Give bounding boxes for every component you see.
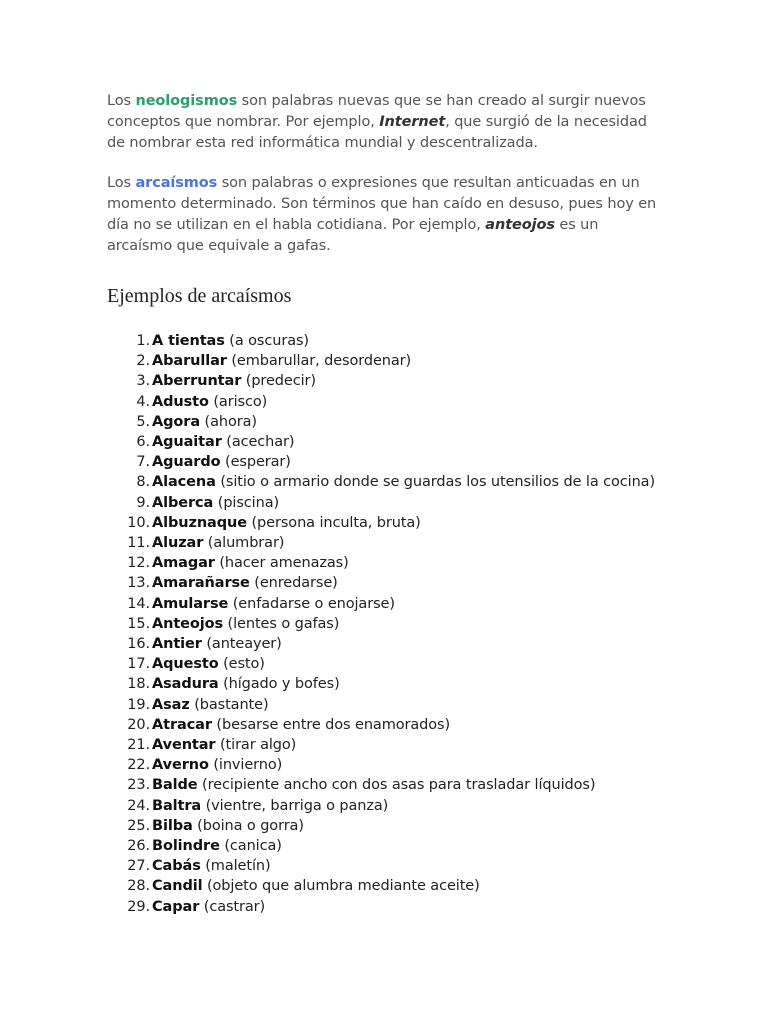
- list-item-term: Amarañarse: [152, 575, 250, 592]
- list-item-definition: (castrar): [199, 898, 266, 915]
- list-item-term: Candil: [152, 878, 203, 895]
- list-item-number: 24.: [127, 797, 150, 814]
- list-item-definition: (esperar): [220, 454, 291, 471]
- list-item: [107, 452, 667, 472]
- list-item-number: 14.: [127, 595, 150, 612]
- document-page: [107, 91, 667, 917]
- paragraph-text: son palabras o expresiones que resultan anticuadas en un momento determinado. Son términos que han caído en desuso, pues hoy en día no se utilizan en el habla cotidiana. Por ejemplo,: [107, 175, 657, 233]
- list-item-term: Asadura: [152, 676, 219, 693]
- list-item: [107, 755, 667, 775]
- list-item-number: 9.: [136, 494, 150, 511]
- list-item-term: Aventar: [152, 737, 216, 754]
- list-item-number: 2.: [136, 353, 150, 370]
- list-item: [107, 674, 667, 694]
- list-item: [107, 573, 667, 593]
- list-item: [107, 796, 667, 816]
- list-item-term: Agora: [152, 413, 200, 430]
- list-item-number: 15.: [127, 615, 150, 632]
- list-item: [107, 876, 667, 896]
- list-item: [107, 412, 667, 432]
- list-item: [107, 472, 667, 492]
- list-item-number: 1.: [136, 333, 150, 349]
- arcaismos-list: [107, 331, 667, 917]
- list-item: [107, 816, 667, 836]
- list-item-term: Baltra: [152, 797, 202, 814]
- list-item-definition: (predecir): [241, 373, 316, 390]
- list-item-number: 27.: [127, 858, 150, 875]
- paragraph-text: son palabras nuevas que se han creado al surgir nuevos conceptos que nombrar. Por ejemplo,: [107, 93, 646, 130]
- list-item-definition: (ahora): [200, 413, 257, 430]
- list-item-term: Alacena: [152, 474, 216, 491]
- list-item-term: Bolindre: [152, 838, 220, 855]
- paragraph-text: Los: [107, 175, 136, 191]
- list-item-number: 22.: [127, 757, 150, 774]
- list-item-definition: (hacer amenazas): [214, 555, 349, 572]
- list-item-number: 26.: [127, 838, 150, 855]
- anteojos-example: anteojos: [485, 217, 555, 233]
- list-item: [107, 553, 667, 573]
- list-item-term: Aguaitar: [152, 434, 222, 451]
- list-item-term: Aberruntar: [152, 373, 242, 390]
- list-item: [107, 735, 667, 755]
- list-item-definition: (objeto que alumbra mediante aceite): [202, 878, 480, 895]
- list-item-term: Abarullar: [152, 353, 227, 370]
- list-item-number: 4.: [136, 393, 150, 410]
- neologismos-keyword: neologismos: [135, 93, 238, 109]
- list-item-term: Bilba: [152, 817, 193, 834]
- list-item-number: 19.: [127, 696, 150, 713]
- list-item-definition: (invierno): [208, 757, 283, 774]
- list-item-term: Aguardo: [152, 454, 221, 471]
- list-item: [107, 392, 667, 412]
- list-item: [107, 432, 667, 452]
- list-item-term: Alberca: [152, 494, 214, 511]
- list-item-definition: (boina o gorra): [192, 817, 304, 834]
- list-item-definition: (lentes o gafas): [223, 615, 340, 632]
- list-item-definition: (recipiente ancho con dos asas para trasladar líquidos): [197, 777, 596, 794]
- list-item-term: Averno: [152, 757, 209, 774]
- list-item-number: 25.: [127, 817, 150, 834]
- list-item-definition: (hígado y bofes): [218, 676, 340, 693]
- list-item-definition: (arisco): [208, 393, 268, 410]
- list-item-definition: (sitio o armario donde se guardas los utensilios de la cocina): [215, 474, 656, 491]
- list-item-term: Albuznaque: [152, 514, 247, 531]
- list-item-definition: (besarse entre dos enamorados): [211, 716, 451, 733]
- internet-example: Internet: [379, 114, 446, 130]
- arcaismos-keyword: arcaísmos: [135, 175, 218, 191]
- list-item-definition: (persona inculta, bruta): [246, 514, 421, 531]
- list-item-number: 6.: [136, 434, 150, 451]
- list-item-term: Atracar: [152, 716, 212, 733]
- list-item-definition: (vientre, barriga o panza): [201, 797, 389, 814]
- list-item-term: Amularse: [152, 595, 229, 612]
- list-item-number: 5.: [136, 413, 150, 430]
- list-item-definition: (enredarse): [249, 575, 338, 592]
- list-item: [107, 775, 667, 795]
- list-item-term: A tientas: [152, 333, 225, 349]
- list-item-term: Aluzar: [152, 535, 204, 552]
- neologismos-paragraph: [107, 91, 667, 154]
- section-heading: Ejemplos de arcaísmos: [107, 285, 292, 307]
- list-item-term: Asaz: [152, 696, 190, 713]
- list-item-number: 29.: [127, 898, 150, 915]
- list-item-definition: (piscina): [213, 494, 280, 511]
- list-item-definition: (esto): [218, 656, 265, 673]
- list-item-term: Anteojos: [152, 615, 224, 632]
- list-item-number: 13.: [127, 575, 150, 592]
- list-item-definition: (maletín): [200, 858, 271, 875]
- list-item-number: 10.: [127, 514, 150, 531]
- list-item: [107, 533, 667, 553]
- list-item-number: 16.: [127, 636, 150, 653]
- list-item-number: 28.: [127, 878, 150, 895]
- list-item-definition: (acechar): [221, 434, 295, 451]
- list-item-number: 8.: [136, 474, 150, 491]
- list-item: [107, 331, 667, 351]
- list-item-term: Capar: [152, 898, 200, 915]
- list-item-number: 21.: [127, 737, 150, 754]
- list-item-term: Cabás: [152, 858, 201, 875]
- list-item-number: 20.: [127, 716, 150, 733]
- list-item: [107, 594, 667, 614]
- list-item-number: 11.: [127, 535, 150, 552]
- list-item-number: 7.: [136, 454, 150, 471]
- list-item-definition: (tirar algo): [215, 737, 297, 754]
- paragraph-text: es un arcaísmo que equivale a gafas.: [107, 217, 599, 254]
- list-item: [107, 634, 667, 654]
- list-item-term: Amagar: [152, 555, 215, 572]
- list-item-number: 18.: [127, 676, 150, 693]
- paragraph-text: Los: [107, 93, 136, 109]
- list-item-definition: (bastante): [189, 696, 269, 713]
- list-item-definition: (anteayer): [201, 636, 282, 653]
- list-item: [107, 856, 667, 876]
- list-item-term: Balde: [152, 777, 198, 794]
- list-item: [107, 695, 667, 715]
- list-item-term: Aquesto: [152, 656, 219, 673]
- list-item: [107, 897, 667, 917]
- list-item-number: 3.: [136, 373, 150, 390]
- arcaismos-paragraph: [107, 173, 667, 257]
- list-item-number: 23.: [127, 777, 150, 794]
- list-item-term: Adusto: [152, 393, 209, 410]
- list-item-number: 12.: [127, 555, 150, 572]
- list-item-definition: (canica): [219, 838, 282, 855]
- paragraph-text: , que surgió de la necesidad de nombrar esta red informática mundial y descentralizada.: [107, 114, 647, 151]
- list-item: [107, 513, 667, 533]
- list-item: [107, 371, 667, 391]
- list-item: [107, 493, 667, 513]
- list-item-definition: (alumbrar): [203, 535, 285, 552]
- list-item: [107, 351, 667, 371]
- list-item-term: Antier: [152, 636, 202, 653]
- list-item-definition: (embarullar, desordenar): [226, 353, 412, 370]
- list-item: [107, 614, 667, 634]
- list-item-definition: (enfadarse o enojarse): [228, 595, 395, 612]
- list-item: [107, 715, 667, 735]
- list-item: [107, 654, 667, 674]
- list-item-definition: (a oscuras): [224, 333, 309, 349]
- list-item: [107, 836, 667, 856]
- list-item-number: 17.: [127, 656, 150, 673]
